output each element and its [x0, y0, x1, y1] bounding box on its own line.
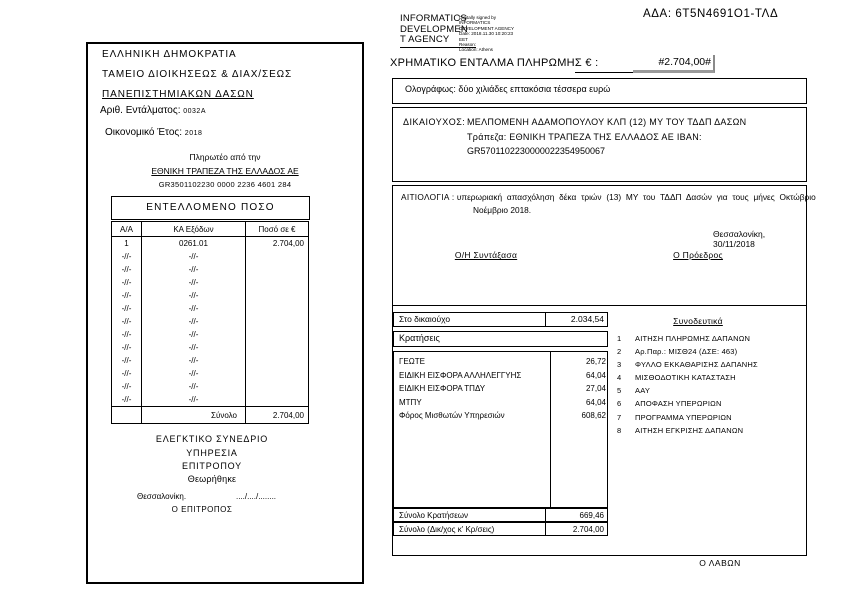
list-item [617, 345, 799, 358]
reason-text-line1: υπερωριακή απασχόληση δέκα τριών (13) ΜΥ του ΤΔΔΠ Δασών για τους μήνες Οκτώβριο [456, 192, 816, 202]
table-row [112, 380, 309, 393]
attachments-title: Συνοδευτικά [673, 316, 723, 326]
amount-table-title: ΕΝΤΕΛΛΟΜΕΝΟ ΠΟΣΟ [111, 196, 310, 220]
stamp-detail-line: Digitally signed by [459, 15, 497, 20]
list-item-number: 4 [617, 373, 622, 383]
fiscal-year-row [105, 127, 202, 138]
table-cell: -//- [112, 367, 142, 380]
list-item-text: ΠΡΟΓΡΑΜΜΑ ΥΠΕΡΩΡΙΩΝ [635, 412, 732, 422]
total-deductions-value: 669,46 [545, 509, 607, 521]
table-row [112, 302, 309, 315]
list-item [617, 371, 799, 384]
reason-text-line2: Νοέμβριο 2018. [473, 205, 532, 215]
table-cell: 1 [112, 237, 142, 251]
table-cell: -//- [112, 341, 142, 354]
list-item-number: 2 [617, 347, 622, 357]
deduction-row [394, 369, 609, 383]
table-cell: -//- [112, 315, 142, 328]
reason-label: ΑΙΤΙΟΛΟΓΙΑ : [401, 192, 455, 202]
amount-in-words-box [392, 78, 807, 104]
deduction-value: 64,04 [585, 397, 606, 407]
table-cell: -//- [142, 393, 246, 407]
list-item-text: ΑΙΤΗΣΗ ΕΓΚΡΙΣΗΣ ΔΑΠΑΝΩΝ [635, 425, 744, 435]
table-row [112, 250, 309, 263]
list-item [617, 332, 799, 345]
to-beneficiary-value: 2.034,54 [545, 313, 607, 326]
payment-order-title: ΧΡΗΜΑΤΙΚΟ ΕΝΤΑΛΜΑ ΠΛΗΡΩΜΗΣ € : [390, 57, 599, 69]
in-words-value: δύο χιλιάδες επτακόσια τέσσερα ευρώ [458, 84, 611, 94]
table-row [112, 367, 309, 380]
total-deductions-row [393, 508, 608, 522]
beneficiary-iban: GR5701102230000022354950067 [467, 146, 605, 156]
table-row [112, 237, 309, 251]
table-cell [246, 354, 309, 367]
table-cell [246, 341, 309, 354]
table-cell: -//- [142, 302, 246, 315]
table-cell: -//- [142, 354, 246, 367]
grand-total-label: Σύνολο (Δικ/χος κ' Κρ/σεις) [399, 525, 495, 534]
table-cell [246, 276, 309, 289]
table-cell: -//- [142, 263, 246, 276]
header-aa: Α/Α [112, 222, 142, 237]
list-item-text: Αρ.Παρ.: ΜΙΣΘ24 (ΔΣΕ: 463) [635, 347, 738, 357]
table-row [112, 276, 309, 289]
deduction-name: Φόρος Μισθωτών Υπηρεσιών [399, 411, 505, 421]
commissioner-label: Ο ΕΠΙΤΡΟΠΟΣ [171, 505, 233, 514]
to-beneficiary-label: Στο δικαιούχο [399, 314, 451, 324]
table-cell: -//- [112, 393, 142, 407]
table-header-row [112, 222, 309, 237]
table-cell [246, 315, 309, 328]
header-amount: Ποσό σε € [246, 222, 309, 237]
list-item-text: ΑΙΤΗΣΗ ΠΛΗΡΩΜΗΣ ΔΑΠΑΝΩΝ [635, 334, 751, 343]
table-row [112, 393, 309, 407]
list-item-number: 7 [617, 412, 622, 422]
list-item [617, 358, 799, 371]
city-date: Θεσσαλονίκη, 30/11/2018 [713, 229, 766, 249]
stamp-detail-line: Date: 2018.11.30 10:20:23 [459, 31, 514, 37]
table-cell: -//- [112, 276, 142, 289]
stamp-detail-line: DEVELOPMENT AGENCY [459, 25, 515, 31]
city-line: Θεσσαλονίκη. [137, 492, 187, 501]
table-cell [246, 367, 309, 380]
list-item-text: ΑΑΥ [635, 386, 651, 396]
table-row [112, 341, 309, 354]
deduction-name: ΕΙΔΙΚΗ ΕΙΣΦΟΡΑ ΑΛΛΗΛΕΓΓΥΗΣ [399, 370, 522, 380]
table-cell [246, 289, 309, 302]
deductions-list [394, 355, 609, 423]
table-cell: -//- [112, 354, 142, 367]
deduction-name: ΓΕΩΤΕ [399, 357, 425, 366]
stamp-text-line: DEVELOPMEN [400, 23, 468, 35]
left-page [86, 42, 364, 584]
table-cell: -//- [142, 289, 246, 302]
table-cell: -//- [142, 250, 246, 263]
table-row [112, 263, 309, 276]
grand-total-row [393, 522, 608, 536]
audit-court-line3: ΕΠΙΤΡΟΠΟΥ [182, 461, 242, 471]
table-row [112, 289, 309, 302]
deduction-row [394, 355, 609, 369]
digital-signature-stamp-details [459, 15, 551, 53]
deduction-name: ΜΤΠΥ [399, 397, 422, 407]
list-item [617, 411, 799, 424]
table-cell [246, 263, 309, 276]
table-cell: -//- [142, 328, 246, 341]
table-row [112, 328, 309, 341]
bank-iban: GR3501102230 0000 2236 4601 284 [158, 180, 292, 189]
deduction-value: 26,72 [585, 357, 606, 366]
stamp-text-line: INFORMATICS [400, 13, 467, 24]
table-cell [246, 328, 309, 341]
stamp-detail-line: Reason: [459, 42, 477, 48]
receiver-label: Ο ΛΑΒΩΝ [699, 558, 741, 568]
audit-court-line2: ΥΠΗΡΕΣΙΑ [186, 448, 238, 458]
deduction-value: 64,04 [585, 370, 606, 380]
table-total-value: 2.704,00 [246, 407, 309, 424]
org-name-line2: ΤΑΜΕΙΟ ΔΙΟΙΚΗΣΕΩΣ & ΔΙΑΧ/ΣΕΩΣ [102, 69, 293, 80]
payable-from-label: Πληρωτέο από την [189, 152, 261, 162]
org-name-line3: ΠΑΝΕΠΙΣΤΗΜΙΑΚΩΝ ΔΑΣΩΝ [102, 89, 254, 100]
deductions-title: Κρατήσεις [399, 333, 440, 343]
list-item [617, 424, 799, 437]
order-number-label: Αριθ. Εντάλματος: [100, 105, 181, 116]
table-cell: 2.704,00 [246, 237, 309, 251]
deduction-value: 27,04 [585, 384, 606, 394]
president-signature-label: Ο Πρόεδρος [673, 250, 723, 260]
deduction-row [394, 396, 609, 410]
bank-name: ΕΘΝΙΚΗ ΤΡΑΠΕΖΑ ΤΗΣ ΕΛΛΑΔΟΣ ΑΕ [151, 166, 299, 176]
deduction-row [394, 409, 609, 423]
fiscal-year-label: Οικονομικό Έτος: [105, 127, 183, 138]
drafter-signature-label: Ο/Η Συντάξασα [454, 250, 518, 260]
amount-rule [575, 72, 635, 73]
deduction-row [394, 382, 609, 396]
table-cell [246, 302, 309, 315]
stamp-text-line: T AGENCY [400, 34, 450, 45]
grand-total-value: 2.704,00 [545, 523, 607, 535]
date-dots: ..../..../........ [236, 492, 277, 501]
table-cell: -//- [112, 328, 142, 341]
order-number-value: 0032Α [183, 108, 206, 115]
beneficiary-name: ΜΕΛΠΟΜΕΝΗ ΑΔΑΜΟΠΟΥΛΟΥ ΚΛΠ (12) ΜΥ ΤΟΥ ΤΔΔΠ ΔΑΣΩΝ [467, 117, 747, 127]
audit-court-line1: ΕΛΕΓΚΤΙΚΟ ΣΥΝΕΔΡΙΟ [155, 434, 269, 444]
list-item-text: ΦΥΛΛΟ ΕΚΚΑΘΑΡΙΣΗΣ ΔΑΠΑΝΗΣ [635, 360, 758, 370]
amount-table [111, 221, 309, 424]
to-beneficiary-row [393, 312, 608, 327]
amount-table-body [112, 237, 309, 407]
list-item-number: 5 [617, 386, 622, 396]
list-item-text: ΜΙΣΘΟΔΟΤΙΚΗ ΚΑΤΑΣΤΑΣΗ [635, 373, 736, 383]
org-name-line1: ΕΛΛΗΝΙΚΗ ΔΗΜΟΚΡΑΤΙΑ [102, 49, 237, 60]
header-kae: ΚΑ Εξόδων [142, 222, 246, 237]
table-cell: -//- [142, 367, 246, 380]
in-words-label: Ολογράφως: [405, 84, 456, 94]
attachments-list [617, 332, 799, 437]
ada-number: ΑΔΑ: 6Τ5Ν4691Ο1-ΤΛΔ [643, 8, 779, 20]
beneficiary-box [392, 107, 807, 182]
table-cell: -//- [112, 263, 142, 276]
order-number-row [100, 105, 206, 116]
total-deductions-label: Σύνολο Κρατήσεων [399, 511, 469, 520]
stamp-detail-line: Location: Athens [459, 47, 493, 53]
list-item [617, 384, 799, 397]
audit-approved-label: Θεωρήθηκε [187, 474, 237, 484]
table-cell: -//- [112, 302, 142, 315]
payment-amount: #2.704,00# [633, 55, 715, 73]
list-item [617, 397, 799, 410]
table-cell: -//- [112, 289, 142, 302]
payment-summary-box [392, 305, 807, 556]
table-cell [246, 380, 309, 393]
deduction-name: ΕΙΔΙΚΗ ΕΙΣΦΟΡΑ ΤΠΔΥ [399, 384, 486, 394]
table-row [112, 315, 309, 328]
table-row [112, 354, 309, 367]
table-cell: -//- [142, 380, 246, 393]
table-cell: -//- [142, 276, 246, 289]
table-cell: -//- [112, 380, 142, 393]
list-item-number: 6 [617, 399, 622, 409]
list-item-number: 3 [617, 360, 622, 370]
table-cell: -//- [142, 341, 246, 354]
list-item-text: ΑΠΟΦΑΣΗ ΥΠΕΡΩΡΙΩΝ [635, 399, 722, 409]
table-cell: 0261.01 [142, 237, 246, 251]
reason-box [392, 185, 816, 306]
list-item-number: 8 [617, 425, 622, 435]
table-cell: -//- [112, 250, 142, 263]
table-cell [246, 393, 309, 407]
deduction-value: 608,62 [581, 411, 606, 421]
stamp-detail-line: EET [459, 36, 468, 42]
table-total-label: Σύνολο [142, 407, 246, 424]
beneficiary-bank: Τράπεζα: ΕΘΝΙΚΗ ΤΡΑΠΕΖΑ ΤΗΣ ΕΛΛΑΔΟΣ ΑΕ ΙΒΑΝ: [467, 131, 702, 142]
beneficiary-label: ΔΙΚΑΙΟΥΧΟΣ: [403, 117, 466, 127]
table-total-row [112, 407, 309, 424]
table-cell [246, 250, 309, 263]
fiscal-year-value: 2018 [184, 130, 203, 137]
deductions-table [393, 351, 608, 508]
stamp-detail-line: INFORMATICS [459, 20, 491, 26]
deductions-header [393, 331, 608, 347]
list-item-number: 1 [617, 334, 622, 343]
table-cell: -//- [142, 315, 246, 328]
